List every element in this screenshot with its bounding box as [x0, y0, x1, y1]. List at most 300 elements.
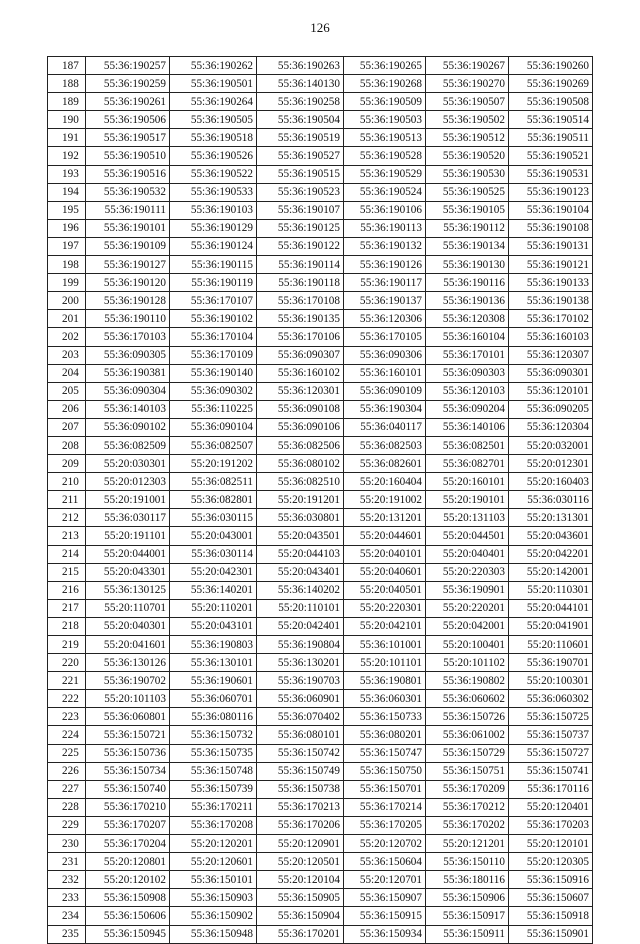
- table-row: [48, 798, 593, 816]
- cadastral-code-cell: 55:36:190526: [170, 147, 257, 165]
- cadastral-code-cell: 55:36:090104: [170, 418, 257, 436]
- row-number-cell: 194: [48, 183, 86, 201]
- cadastral-code-cell: 55:36:190509: [344, 93, 426, 111]
- cadastral-code-cell: 55:36:150908: [86, 889, 170, 907]
- cadastral-code-cell: 55:36:170205: [344, 816, 426, 834]
- cadastral-code-cell: 55:36:190102: [170, 310, 257, 328]
- row-number-cell: 195: [48, 201, 86, 219]
- cadastral-code-cell: 55:20:043601: [509, 527, 593, 545]
- cadastral-code-cell: 55:20:190101: [426, 491, 509, 509]
- table-row: [48, 527, 593, 545]
- cadastral-code-cell: 55:36:190801: [344, 672, 426, 690]
- cadastral-code-cell: 55:36:030116: [509, 491, 593, 509]
- cadastral-code-cell: 55:36:090307: [257, 346, 344, 364]
- cadastral-code-cell: 55:20:120305: [509, 853, 593, 871]
- cadastral-code-cell: 55:20:120101: [509, 835, 593, 853]
- row-number-cell: 198: [48, 256, 86, 274]
- cadastral-code-cell: 55:36:090102: [86, 418, 170, 436]
- cadastral-code-cell: 55:36:150604: [344, 853, 426, 871]
- cadastral-code-cell: 55:36:150934: [344, 925, 426, 943]
- cadastral-code-cell: 55:36:190260: [509, 57, 593, 75]
- cadastral-code-cell: 55:36:150742: [257, 744, 344, 762]
- cadastral-code-cell: 55:36:082510: [257, 473, 344, 491]
- table-row: [48, 853, 593, 871]
- cadastral-code-cell: 55:20:191201: [257, 491, 344, 509]
- cadastral-code-cell: 55:36:150904: [257, 907, 344, 925]
- cadastral-code-cell: 55:36:190124: [170, 237, 257, 255]
- table-row: [48, 57, 593, 75]
- cadastral-code-cell: 55:36:190803: [170, 636, 257, 654]
- table-row: [48, 75, 593, 93]
- cadastral-code-cell: 55:20:044001: [86, 545, 170, 563]
- cadastral-code-cell: 55:36:110225: [170, 400, 257, 418]
- cadastral-code-cell: 55:36:150750: [344, 762, 426, 780]
- cadastral-code-cell: 55:36:190262: [170, 57, 257, 75]
- cadastral-code-cell: 55:36:190131: [509, 237, 593, 255]
- row-number-cell: 207: [48, 418, 86, 436]
- cadastral-code-cell: 55:36:150735: [170, 744, 257, 762]
- cadastral-code-cell: 55:36:190120: [86, 274, 170, 292]
- table-row: [48, 328, 593, 346]
- row-number-cell: 193: [48, 165, 86, 183]
- cadastral-code-cell: 55:36:190270: [426, 75, 509, 93]
- cadastral-code-cell: 55:36:190503: [344, 111, 426, 129]
- cadastral-code-cell: 55:36:170104: [170, 328, 257, 346]
- cadastral-code-cell: 55:20:220303: [426, 563, 509, 581]
- cadastral-code-cell: 55:36:190506: [86, 111, 170, 129]
- cadastral-code-cell: 55:20:142001: [509, 563, 593, 581]
- cadastral-code-cell: 55:36:190110: [86, 310, 170, 328]
- cadastral-code-cell: 55:20:101103: [86, 690, 170, 708]
- cadastral-code-cell: 55:36:082601: [344, 455, 426, 473]
- table-row: [48, 93, 593, 111]
- cadastral-code-cell: 55:36:120301: [257, 382, 344, 400]
- table-row: [48, 690, 593, 708]
- cadastral-code-cell: 55:36:190128: [86, 292, 170, 310]
- cadastral-code-cell: 55:36:190804: [257, 636, 344, 654]
- cadastral-code-cell: 55:36:120101: [509, 382, 593, 400]
- table-row: [48, 509, 593, 527]
- cadastral-code-cell: 55:36:190520: [426, 147, 509, 165]
- cadastral-code-cell: 55:36:170108: [257, 292, 344, 310]
- row-number-cell: 204: [48, 364, 86, 382]
- row-number-cell: 205: [48, 382, 86, 400]
- cadastral-code-cell: 55:36:190134: [426, 237, 509, 255]
- cadastral-code-cell: 55:36:190508: [509, 93, 593, 111]
- cadastral-code-cell: 55:36:170212: [426, 798, 509, 816]
- cadastral-code-cell: 55:36:060901: [257, 690, 344, 708]
- cadastral-code-cell: 55:36:190118: [257, 274, 344, 292]
- cadastral-code-cell: 55:20:131301: [509, 509, 593, 527]
- cadastral-code-cell: 55:36:190108: [509, 219, 593, 237]
- cadastral-code-cell: 55:36:150740: [86, 780, 170, 798]
- cadastral-code-cell: 55:36:190101: [86, 219, 170, 237]
- cadastral-code-cell: 55:36:030114: [170, 545, 257, 563]
- table-row: [48, 744, 593, 762]
- cadastral-code-cell: 55:20:101102: [426, 654, 509, 672]
- cadastral-code-cell: 55:36:190702: [86, 672, 170, 690]
- table-row: [48, 780, 593, 798]
- cadastral-code-cell: 55:36:190259: [86, 75, 170, 93]
- row-number-cell: 210: [48, 473, 86, 491]
- table-row: [48, 762, 593, 780]
- cadastral-code-cell: 55:36:190257: [86, 57, 170, 75]
- table-row: [48, 581, 593, 599]
- row-number-cell: 230: [48, 835, 86, 853]
- cadastral-code-cell: 55:36:150748: [170, 762, 257, 780]
- cadastral-code-cell: 55:36:190125: [257, 219, 344, 237]
- cadastral-code-cell: 55:36:190268: [344, 75, 426, 93]
- cadastral-code-cell: 55:36:130201: [257, 654, 344, 672]
- cadastral-code-cell: 55:36:190502: [426, 111, 509, 129]
- cadastral-code-cell: 55:36:170203: [509, 816, 593, 834]
- cadastral-code-cell: 55:20:120702: [344, 835, 426, 853]
- cadastral-code-cell: 55:36:190381: [86, 364, 170, 382]
- row-number-cell: 231: [48, 853, 86, 871]
- cadastral-code-cell: 55:36:150701: [344, 780, 426, 798]
- cadastral-code-cell: 55:36:170213: [257, 798, 344, 816]
- cadastral-code-cell: 55:36:150736: [86, 744, 170, 762]
- row-number-cell: 225: [48, 744, 86, 762]
- cadastral-code-cell: 55:36:160102: [257, 364, 344, 382]
- cadastral-code-cell: 55:36:120307: [509, 346, 593, 364]
- row-number-cell: 222: [48, 690, 86, 708]
- row-number-cell: 235: [48, 925, 86, 943]
- row-number-cell: 215: [48, 563, 86, 581]
- cadastral-code-cell: 55:36:060801: [86, 708, 170, 726]
- cadastral-code-cell: 55:36:190133: [509, 274, 593, 292]
- cadastral-code-cell: 55:36:080101: [257, 726, 344, 744]
- row-number-cell: 203: [48, 346, 86, 364]
- table-row: [48, 237, 593, 255]
- cadastral-code-cell: 55:20:042301: [170, 563, 257, 581]
- cadastral-code-cell: 55:36:190507: [426, 93, 509, 111]
- cadastral-code-cell: 55:36:170103: [86, 328, 170, 346]
- table-row: [48, 726, 593, 744]
- row-number-cell: 202: [48, 328, 86, 346]
- cadastral-code-cell: 55:36:190116: [426, 274, 509, 292]
- cadastral-code-cell: 55:36:190802: [426, 672, 509, 690]
- cadastral-code-cell: 55:36:190123: [509, 183, 593, 201]
- cadastral-code-cell: 55:36:060301: [344, 690, 426, 708]
- cadastral-code-cell: 55:20:043301: [86, 563, 170, 581]
- cadastral-code-cell: 55:36:150902: [170, 907, 257, 925]
- cadastral-code-cell: 55:36:150729: [426, 744, 509, 762]
- table-row: [48, 871, 593, 889]
- cadastral-code-cell: 55:36:150725: [509, 708, 593, 726]
- row-number-cell: 220: [48, 654, 86, 672]
- row-number-cell: 191: [48, 129, 86, 147]
- row-number-cell: 216: [48, 581, 86, 599]
- cadastral-code-cell: 55:36:190304: [344, 400, 426, 418]
- row-number-cell: 200: [48, 292, 86, 310]
- table-row: [48, 436, 593, 454]
- table-row: [48, 382, 593, 400]
- cadastral-code-cell: 55:36:090303: [426, 364, 509, 382]
- cadastral-code-cell: 55:20:110301: [509, 581, 593, 599]
- table-row: [48, 400, 593, 418]
- row-number-cell: 213: [48, 527, 86, 545]
- cadastral-code-cell: 55:36:070402: [257, 708, 344, 726]
- cadastral-code-cell: 55:36:030115: [170, 509, 257, 527]
- table-row: [48, 455, 593, 473]
- cadastral-code-cell: 55:36:190264: [170, 93, 257, 111]
- cadastral-code-cell: 55:36:150751: [426, 762, 509, 780]
- row-number-cell: 218: [48, 617, 86, 635]
- cadastral-code-cell: 55:20:101101: [344, 654, 426, 672]
- cadastral-code-cell: 55:36:150101: [170, 871, 257, 889]
- cadastral-code-cell: 55:36:150901: [509, 925, 593, 943]
- cadastral-code-cell: 55:36:190121: [509, 256, 593, 274]
- table-row: [48, 219, 593, 237]
- cadastral-code-cell: 55:36:190138: [509, 292, 593, 310]
- cadastral-code-cell: 55:36:190510: [86, 147, 170, 165]
- table-row: [48, 545, 593, 563]
- cadastral-code-cell: 55:36:150733: [344, 708, 426, 726]
- row-number-cell: 228: [48, 798, 86, 816]
- cadastral-code-cell: 55:36:190267: [426, 57, 509, 75]
- cadastral-code-cell: 55:36:190105: [426, 201, 509, 219]
- table-row: [48, 563, 593, 581]
- cadastral-code-cell: 55:36:190112: [426, 219, 509, 237]
- cadastral-code-cell: 55:36:150918: [509, 907, 593, 925]
- row-number-cell: 197: [48, 237, 86, 255]
- cadastral-code-cell: 55:36:190111: [86, 201, 170, 219]
- cadastral-code-cell: 55:20:131201: [344, 509, 426, 527]
- cadastral-code-cell: 55:36:120103: [426, 382, 509, 400]
- cadastral-code-cell: 55:36:061002: [426, 726, 509, 744]
- cadastral-code-cell: 55:36:150915: [344, 907, 426, 925]
- cadastral-code-cell: 55:36:080201: [344, 726, 426, 744]
- table-row: [48, 708, 593, 726]
- cadastral-code-cell: 55:36:190901: [426, 581, 509, 599]
- row-number-cell: 190: [48, 111, 86, 129]
- cadastral-code-cell: 55:36:150749: [257, 762, 344, 780]
- cadastral-code-cell: 55:36:130101: [170, 654, 257, 672]
- cadastral-code-cell: 55:36:170204: [86, 835, 170, 853]
- row-number-cell: 188: [48, 75, 86, 93]
- cadastral-code-cell: 55:36:190129: [170, 219, 257, 237]
- cadastral-code-cell: 55:36:190523: [257, 183, 344, 201]
- cadastral-code-cell: 55:20:220301: [344, 599, 426, 617]
- cadastral-code-cell: 55:36:082503: [344, 436, 426, 454]
- row-number-cell: 234: [48, 907, 86, 925]
- row-number-cell: 217: [48, 599, 86, 617]
- cadastral-code-cell: 55:36:082801: [170, 491, 257, 509]
- cadastral-code-cell: 55:20:110101: [257, 599, 344, 617]
- cadastral-code-cell: 55:36:150727: [509, 744, 593, 762]
- cadastral-code-cell: 55:36:120308: [426, 310, 509, 328]
- cadastral-code-cell: 55:20:120102: [86, 871, 170, 889]
- cadastral-code-cell: 55:20:191101: [86, 527, 170, 545]
- cadastral-code-cell: 55:36:190137: [344, 292, 426, 310]
- cadastral-code-cell: 55:36:190522: [170, 165, 257, 183]
- cadastral-code-cell: 55:36:130126: [86, 654, 170, 672]
- cadastral-code-cell: 55:36:150911: [426, 925, 509, 943]
- cadastral-code-cell: 55:20:041601: [86, 636, 170, 654]
- cadastral-code-cell: 55:36:190703: [257, 672, 344, 690]
- cadastral-code-cell: 55:36:160101: [344, 364, 426, 382]
- cadastral-code-cell: 55:36:190269: [509, 75, 593, 93]
- cadastral-code-cell: 55:36:150916: [509, 871, 593, 889]
- cadastral-code-cell: 55:20:100401: [426, 636, 509, 654]
- cadastral-code-cell: 55:36:060602: [426, 690, 509, 708]
- cadastral-code-cell: 55:36:190127: [86, 256, 170, 274]
- cadastral-code-cell: 55:36:190701: [509, 654, 593, 672]
- table-row: [48, 654, 593, 672]
- cadastral-code-cell: 55:36:060701: [170, 690, 257, 708]
- cadastral-code-cell: 55:36:090301: [509, 364, 593, 382]
- cadastral-code-cell: 55:20:043501: [257, 527, 344, 545]
- cadastral-code-cell: 55:36:082501: [426, 436, 509, 454]
- cadastral-code-cell: 55:36:190126: [344, 256, 426, 274]
- cadastral-code-cell: 55:36:190514: [509, 111, 593, 129]
- cadastral-code-cell: 55:20:043401: [257, 563, 344, 581]
- cadastral-code-cell: 55:20:042001: [426, 617, 509, 635]
- cadastral-code-cell: 55:20:012301: [509, 455, 593, 473]
- table-row: [48, 473, 593, 491]
- cadastral-code-cell: 55:36:190529: [344, 165, 426, 183]
- cadastral-code-cell: 55:20:191002: [344, 491, 426, 509]
- cadastral-code-cell: 55:36:190258: [257, 93, 344, 111]
- table-row: [48, 636, 593, 654]
- cadastral-code-cell: 55:20:030301: [86, 455, 170, 473]
- cadastral-code-cell: 55:36:190119: [170, 274, 257, 292]
- cadastral-code-cell: 55:36:120306: [344, 310, 426, 328]
- cadastral-code-cell: 55:36:150737: [509, 726, 593, 744]
- cadastral-code-cell: 55:20:043001: [170, 527, 257, 545]
- cadastral-code-cell: 55:20:120701: [344, 871, 426, 889]
- table-row: [48, 292, 593, 310]
- cadastral-code-cell: 55:20:160101: [426, 473, 509, 491]
- cadastral-code-cell: 55:20:121201: [426, 835, 509, 853]
- row-number-cell: 187: [48, 57, 86, 75]
- row-number-cell: 192: [48, 147, 86, 165]
- cadastral-code-cell: 55:36:170116: [509, 780, 593, 798]
- table-row: [48, 111, 593, 129]
- cadastral-code-cell: 55:20:120104: [257, 871, 344, 889]
- cadastral-code-cell: 55:36:190263: [257, 57, 344, 75]
- cadastral-code-cell: 55:36:150110: [426, 853, 509, 871]
- cadastral-code-cell: 55:36:140103: [86, 400, 170, 418]
- row-number-cell: 226: [48, 762, 86, 780]
- cadastral-code-cell: 55:36:190106: [344, 201, 426, 219]
- cadastral-code-cell: 55:20:032001: [509, 436, 593, 454]
- cadastral-code-cell: 55:36:190533: [170, 183, 257, 201]
- cadastral-code-cell: 55:36:190103: [170, 201, 257, 219]
- cadastral-code-cell: 55:20:120201: [170, 835, 257, 853]
- row-number-cell: 233: [48, 889, 86, 907]
- table-row: [48, 672, 593, 690]
- row-number-cell: 211: [48, 491, 86, 509]
- table-row: [48, 925, 593, 943]
- cadastral-code-cell: 55:36:190530: [426, 165, 509, 183]
- cadastral-code-cell: 55:36:120304: [509, 418, 593, 436]
- cadastral-code-cell: 55:20:040501: [344, 581, 426, 599]
- cadastral-code-cell: 55:20:191001: [86, 491, 170, 509]
- table-row: [48, 165, 593, 183]
- cadastral-code-cell: 55:36:190122: [257, 237, 344, 255]
- cadastral-code-cell: 55:36:190140: [170, 364, 257, 382]
- cadastral-code-cell: 55:36:190501: [170, 75, 257, 93]
- cadastral-code-cell: 55:36:190115: [170, 256, 257, 274]
- cadastral-code-cell: 55:36:170109: [170, 346, 257, 364]
- table-row: [48, 256, 593, 274]
- cadastral-code-cell: 55:36:150606: [86, 907, 170, 925]
- cadastral-code-cell: 55:36:090205: [509, 400, 593, 418]
- cadastral-code-cell: 55:36:170211: [170, 798, 257, 816]
- cadastral-code-cell: 55:36:170207: [86, 816, 170, 834]
- cadastral-code-cell: 55:20:040101: [344, 545, 426, 563]
- row-number-cell: 223: [48, 708, 86, 726]
- row-number-cell: 206: [48, 400, 86, 418]
- cadastral-code-cell: 55:36:150734: [86, 762, 170, 780]
- cadastral-code-cell: 55:20:120501: [257, 853, 344, 871]
- table-row: [48, 835, 593, 853]
- row-number-cell: 219: [48, 636, 86, 654]
- cadastral-code-cell: 55:36:090306: [344, 346, 426, 364]
- row-number-cell: 221: [48, 672, 86, 690]
- cadastral-code-cell: 55:36:170208: [170, 816, 257, 834]
- cadastral-code-cell: 55:20:043101: [170, 617, 257, 635]
- cadastral-code-cell: 55:36:190601: [170, 672, 257, 690]
- cadastral-code-cell: 55:20:042201: [509, 545, 593, 563]
- cadastral-code-cell: 55:36:190136: [426, 292, 509, 310]
- cadastral-code-cell: 55:36:190104: [509, 201, 593, 219]
- cadastral-code-cell: 55:36:190527: [257, 147, 344, 165]
- cadastral-code-cell: 55:36:090304: [86, 382, 170, 400]
- cadastral-code-cell: 55:36:190130: [426, 256, 509, 274]
- cadastral-code-cell: 55:36:190109: [86, 237, 170, 255]
- cadastral-code-cell: 55:20:042401: [257, 617, 344, 635]
- cadastral-code-cell: 55:36:190515: [257, 165, 344, 183]
- cadastral-code-cell: 55:36:160103: [509, 328, 593, 346]
- row-number-cell: 227: [48, 780, 86, 798]
- cadastral-code-cell: 55:36:040117: [344, 418, 426, 436]
- cadastral-code-cell: 55:36:190531: [509, 165, 593, 183]
- table-row: [48, 346, 593, 364]
- cadastral-code-cell: 55:20:120801: [86, 853, 170, 871]
- row-number-cell: 196: [48, 219, 86, 237]
- table-row: [48, 418, 593, 436]
- cadastral-code-cell: 55:36:150726: [426, 708, 509, 726]
- cadastral-code-cell: 55:36:190114: [257, 256, 344, 274]
- cadastral-code-cell: 55:36:190532: [86, 183, 170, 201]
- cadastral-code-cell: 55:36:082511: [170, 473, 257, 491]
- cadastral-code-cell: 55:20:160403: [509, 473, 593, 491]
- cadastral-code-cell: 55:36:082701: [426, 455, 509, 473]
- cadastral-code-cell: 55:36:190516: [86, 165, 170, 183]
- cadastral-code-cell: 55:36:090302: [170, 382, 257, 400]
- row-number-cell: 214: [48, 545, 86, 563]
- page-number: 126: [310, 20, 330, 35]
- cadastral-code-cell: 55:36:080102: [257, 455, 344, 473]
- cadastral-table: [47, 56, 593, 944]
- cadastral-code-cell: 55:36:190518: [170, 129, 257, 147]
- cadastral-code-cell: 55:36:190265: [344, 57, 426, 75]
- cadastral-code-cell: 55:36:090106: [257, 418, 344, 436]
- cadastral-code-cell: 55:36:080116: [170, 708, 257, 726]
- cadastral-code-cell: 55:36:170214: [344, 798, 426, 816]
- table-row: [48, 364, 593, 382]
- cadastral-code-cell: 55:20:131103: [426, 509, 509, 527]
- cadastral-code-cell: 55:20:040301: [86, 617, 170, 635]
- row-number-cell: 208: [48, 436, 86, 454]
- cadastral-code-cell: 55:36:150917: [426, 907, 509, 925]
- table-row: [48, 129, 593, 147]
- cadastral-code-cell: 55:36:170105: [344, 328, 426, 346]
- table-row: [48, 274, 593, 292]
